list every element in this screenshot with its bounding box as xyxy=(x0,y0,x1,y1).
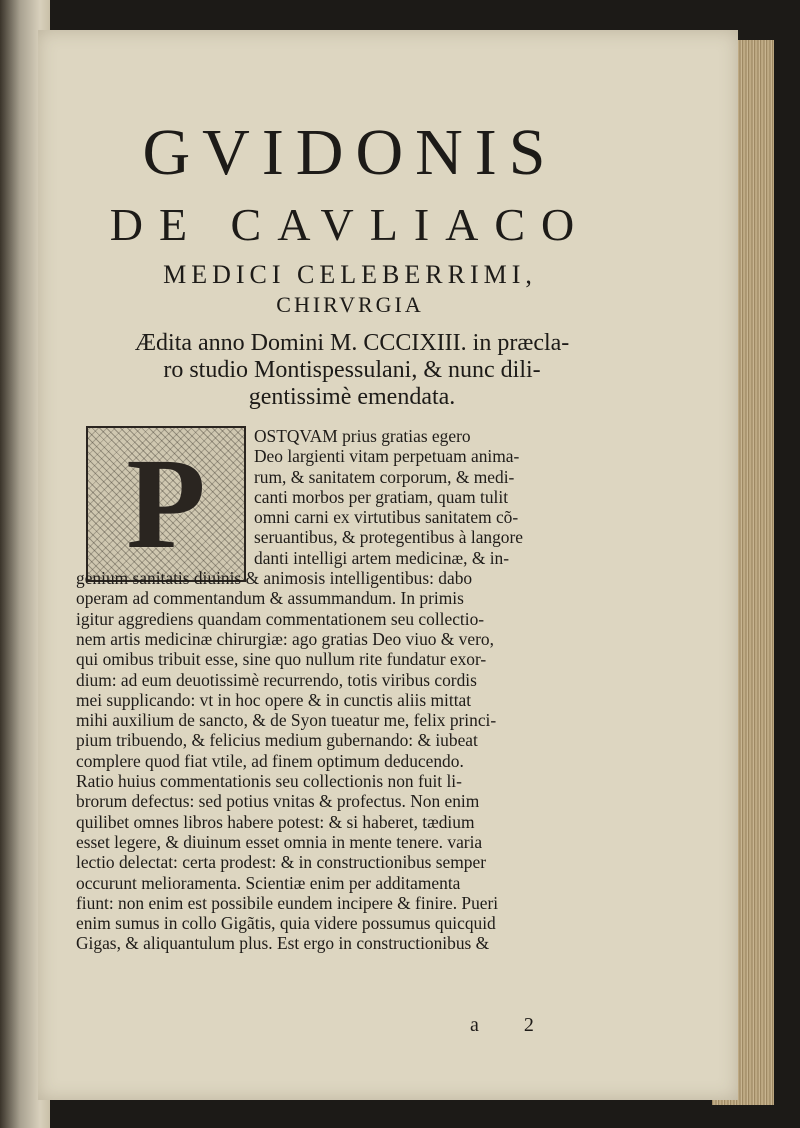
body-line: fiunt: non enim est possibile eundem incipere & finire. Pueri xyxy=(76,892,499,913)
body-text xyxy=(76,426,576,954)
body-line: pium tribuendo, & felicius medium gubernando: & iubeat xyxy=(76,730,478,751)
body-line: brorum defectus: sed potius vnitas & profectus. Non enim xyxy=(76,791,480,812)
title-descriptor: MEDICI CELEBERRIMI, xyxy=(163,260,537,289)
body-line: genium sanitatis diuinis & animosis intelligentibus: dabo xyxy=(76,568,473,589)
body-line: mei supplicando: vt in hoc opere & in cunctis aliis mittat xyxy=(76,689,472,710)
edition-line: gentissimè emendata. xyxy=(248,384,456,410)
body-line: seruantibus, & protegentibus à langore xyxy=(254,527,524,548)
body-line: OSTQVAM prius gratias egero xyxy=(254,426,471,446)
signature-mark: a 2 xyxy=(470,1014,554,1036)
body-line: operam ad commentandum & assummandum. In primis xyxy=(76,588,464,609)
body-line: rum, & sanitatem corporum, & medi- xyxy=(254,466,515,487)
body-line: Ratio huius commentationis seu collectionis non fuit li- xyxy=(76,771,462,792)
body-line: occurunt melioramenta. Scientiæ enim per additamenta xyxy=(76,872,461,893)
body-line: omni carni ex virtutibus sanitatem cõ- xyxy=(254,507,519,528)
body-line: danti intelligi artem medicinæ, & in- xyxy=(254,547,510,568)
body-line: esset legere, & diuinum esset omnia in mente tenere. varia xyxy=(76,831,483,852)
body-line: lectio delectat: certa prodest: & in constructionibus semper xyxy=(76,852,486,873)
title-subject: CHIRVRGIA xyxy=(276,292,424,317)
body-line: Gigas, & aliquantulum plus. Est ergo in constructionibus & xyxy=(76,933,490,954)
body-line: complere quod fiat vtile, ad finem optimum deducendo. xyxy=(76,750,464,771)
initial-letter: P xyxy=(126,432,206,576)
body-line: Deo largienti vitam perpetuam anima- xyxy=(254,446,520,467)
body-line: igitur aggrediens quandam commentationem seu collectio- xyxy=(76,608,485,629)
body-line: mihi auxilium de sancto, & de Syon tueatur me, felix princi- xyxy=(76,710,497,731)
body-line: enim sumus in collo Gigãtis, quia videre possumus quicquid xyxy=(76,913,496,934)
body-line: nem artis medicinæ chirurgiæ: ago gratias Deo viuo & vero, xyxy=(76,628,494,649)
body-line: dium: ad eum deuotissimè recurrendo, totis viribus cordis xyxy=(76,669,477,690)
edition-note xyxy=(82,330,622,411)
edition-line: ro studio Montispessulani, & nunc dili- xyxy=(163,357,541,383)
title-place: DE CAVLIACO xyxy=(109,199,591,250)
edition-line: Ædita anno Domini M. CCCIXIII. in præcla- xyxy=(134,330,570,356)
body-line: qui omibus tribuit esse, sine quo nullum rite fundatur exor- xyxy=(76,649,487,670)
title-author: GVIDONIS xyxy=(142,116,558,189)
body-line: quilibet omnes libros habere potest: & si haberet, tædium xyxy=(76,811,475,832)
body-line: canti morbos per gratiam, quam tulit xyxy=(254,486,509,507)
